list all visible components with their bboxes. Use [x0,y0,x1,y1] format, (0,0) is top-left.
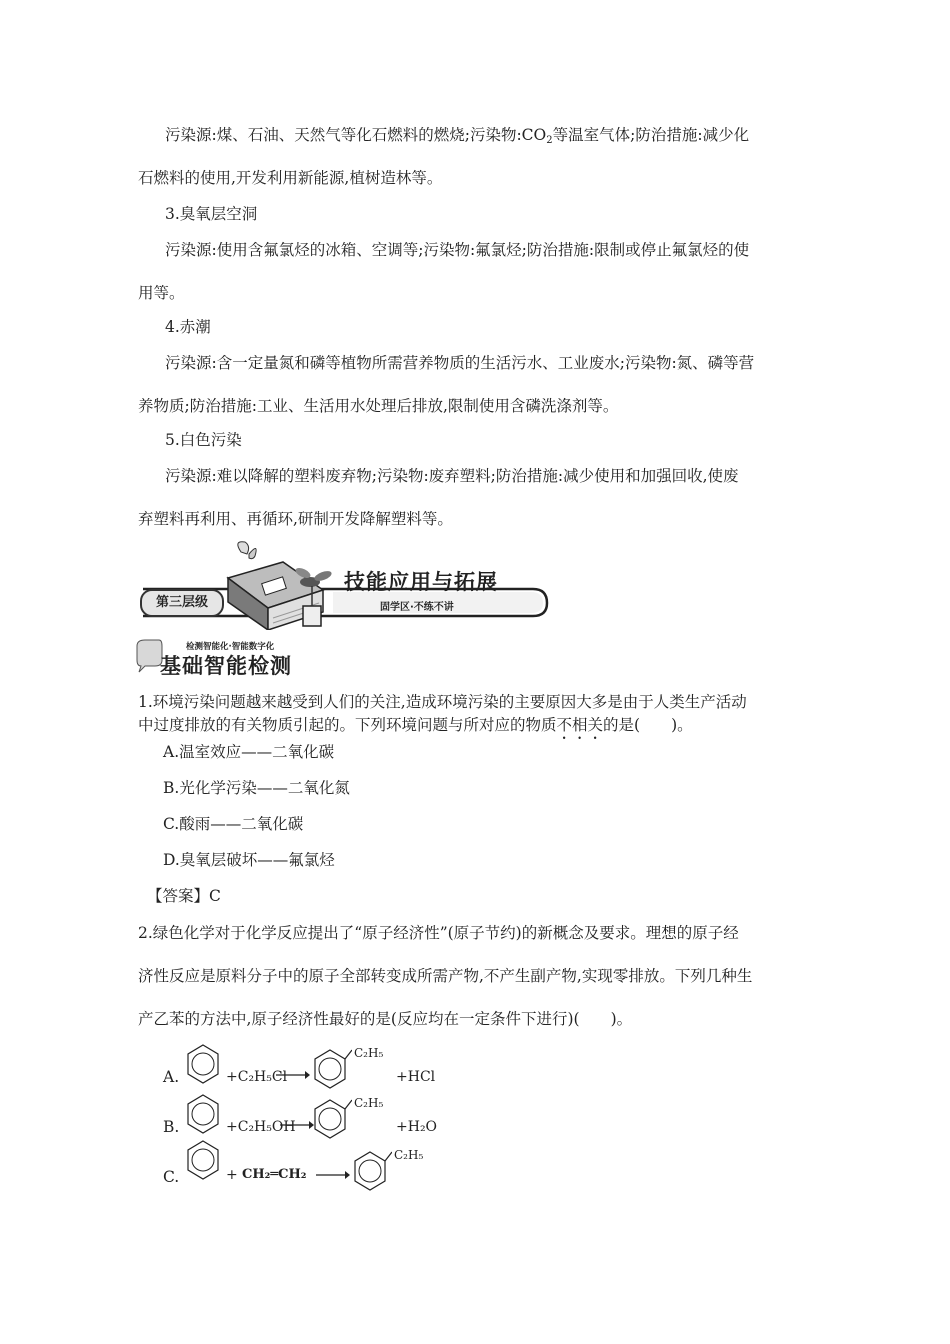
q1-answer: 【答案】C [147,887,221,905]
q1-line2-c: 的是( )。 [603,716,693,734]
q2-option-b-product-group: C₂H₅ [354,1096,384,1110]
q2-line1: 2.绿色化学对于化学反应提出了“原子经济性”(原子节约)的新概念及要求。理想的原子经 [138,924,739,942]
q2-option-b-label: B. [163,1118,180,1136]
q2-line3: 产乙苯的方法中,原子经济性最好的是(反应均在一定条件下进行)( )。 [138,1010,633,1028]
benzene-ring-icon [185,1138,221,1190]
level-tag: 第三层级 [140,589,224,617]
q2-option-c-label: C. [163,1168,180,1186]
p1-line1 [165,124,749,152]
q2-option-b-byproduct: +H₂O [396,1119,438,1135]
s3-heading: 3.臭氧层空洞 [165,205,258,223]
benzene-ring-icon [185,1092,221,1144]
q1-option-d: D.臭氧层破坏——氟氯烃 [163,851,335,869]
ethylbenzene-ring-icon [312,1042,352,1094]
s5-line2: 弃塑料再利用、再循环,研制开发降解塑料等。 [138,510,453,528]
q1-line1: 1.环境污染问题越来越受到人们的关注,造成环境污染的主要原因大多是由于人类生产活动 [138,693,747,711]
section-subtitle: 检测智能化·智能数字化 [186,642,275,652]
benzene-ring-icon [185,1042,221,1094]
q1-option-b: B.光化学污染——二氧化氮 [163,779,350,797]
q2-option-a-product-group: C₂H₅ [354,1046,384,1060]
s5-heading: 5.白色污染 [165,431,242,449]
p1-line1-rest: 等温室气体;防治措施:减少化 [552,126,750,144]
s4-line2: 养物质;防治措施:工业、生活用水处理后排放,限制使用含磷洗涤剂等。 [138,397,619,415]
p1-line1-text: 污染源:煤、石油、天然气等化石燃料的燃烧;污染物:CO [165,126,547,144]
s4-line1: 污染源:含一定量氮和磷等植物所需营养物质的生活污水、工业废水;污染物:氮、磷等营 [165,354,755,372]
s5-line1: 污染源:难以降解的塑料废弃物;污染物:废弃塑料;防治措施:减少使用和加强回收,使废 [165,467,739,485]
q2-option-c-reagent: CH₂═CH₂ [242,1167,307,1182]
speech-bubble-icon [133,638,163,674]
q1-option-c: C.酸雨——二氧化碳 [163,815,304,833]
ethylbenzene-ring-icon [352,1140,392,1196]
s4-heading: 4.赤潮 [165,318,211,336]
q1-line2 [138,714,693,743]
q2-option-a-byproduct: +HCl [396,1069,436,1085]
section-title: 基础智能检测 [160,654,292,678]
banner-title: 技能应用与拓展 [344,570,498,594]
ethylbenzene-ring-icon [312,1092,352,1144]
s3-line2: 用等。 [138,284,185,302]
q2-option-a-label: A. [163,1068,180,1086]
q2-option-b-reagent: +C₂H₅OH [226,1119,296,1135]
p1-line2: 石燃料的使用,开发利用新能源,植树造林等。 [138,169,443,187]
q2-line2: 济性反应是原料分子中的原子全部转变成所需产物,不产生副产物,实现零排放。下列几种生 [138,967,753,985]
reaction-arrow-icon [280,1118,314,1132]
q2-option-c-plus: + [226,1167,238,1183]
reaction-arrow-icon [316,1168,350,1182]
q1-option-a: A.温室效应——二氧化碳 [163,743,335,761]
banner-subtitle: 固学区·不练不讲 [380,602,454,613]
q1-line2-a: 中过度排放的有关物质引起的。下列环境问题与所对应的物质 [138,716,557,734]
q1-emphasis: 不相关 [556,716,604,734]
s3-line1: 污染源:使用含氟氯烃的冰箱、空调等;污染物:氟氯烃;防治措施:限制或停止氟氯烃的使 [165,241,750,259]
q2-option-a-reagent: +C₂H₅Cl [226,1069,288,1085]
q2-option-c-product-group: C₂H₅ [394,1148,424,1162]
butterfly-icon [238,542,256,559]
reaction-arrow-icon [276,1068,310,1082]
co2-subscript: 2 [546,135,553,146]
